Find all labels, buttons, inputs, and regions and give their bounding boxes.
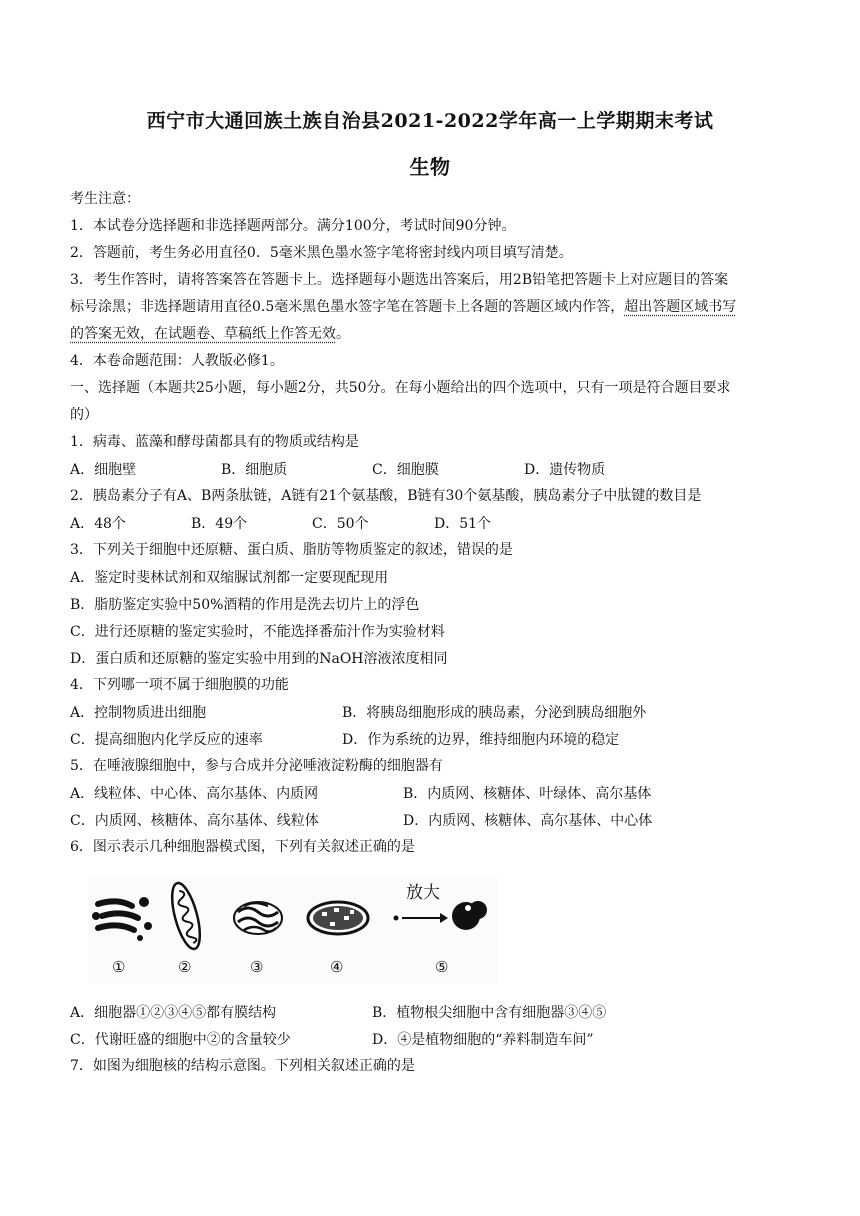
question-1-option-d: D．遗传物质 — [524, 462, 606, 478]
question-4-option-b: B．将胰岛细胞形成的胰岛素，分泌到胰岛细胞外 — [342, 705, 647, 721]
question-4-option-d: D．作为系统的边界，维持细胞内环境的稳定 — [342, 732, 620, 748]
notice-item-1: 1．本试卷分选择题和非选择题两部分。满分100分，考试时间90分钟。 — [70, 218, 516, 234]
emphasis-text: 的答案无效，在试题卷、草稿纸上作答无效 — [70, 326, 336, 342]
question-6-option-a: A．细胞器①②③④⑤都有膜结构 — [70, 1005, 277, 1021]
notice-item-4: 4．本卷命题范围：人教版必修1。 — [70, 353, 284, 369]
question-5-option-b: B．内质网、核糖体、叶绿体、高尔基体 — [403, 786, 652, 802]
question-3-option-a: A．鉴定时斐林试剂和双缩脲试剂都一定要现配现用 — [70, 570, 389, 586]
notice-item-3-line-2 — [70, 297, 736, 317]
endoplasmic-reticulum-icon — [234, 902, 282, 934]
question-1-option-a: A．细胞壁 — [70, 462, 137, 478]
notice-heading: 考生注意： — [70, 191, 140, 207]
figure-label-3: ③ — [250, 958, 264, 976]
figure-label-1: ① — [112, 958, 126, 976]
question-3-option-d: D．蛋白质和还原糖的鉴定实验中用到的NaOH溶液浓度相同 — [70, 651, 448, 667]
chloroplast-icon — [308, 902, 368, 934]
notice-item-3-line-2-text: 标号涂黑；非选择题请用直径0.5毫米黑色墨水签字笔在答题卡上各题的答题区域内作答， — [70, 299, 625, 315]
question-2-option-d: D．51个 — [434, 516, 492, 532]
figure-label-5: ⑤ — [435, 958, 449, 976]
notice-item-3-line-1: 3．考生作答时，请将答案答在答题卡上。选择题每小题选出答案后，用2B铅笔把答题卡上对应题目的答案 — [70, 272, 729, 288]
question-5-option-a: A．线粒体、中心体、高尔基体、内质网 — [70, 786, 319, 802]
question-4-option-c: C．提高细胞内化学反应的速率 — [70, 732, 263, 748]
figure-label-4: ④ — [330, 958, 344, 976]
question-3-option-b: B．脂肪鉴定实验中50%酒精的作用是洗去切片上的浮色 — [70, 597, 420, 613]
organelle-figure — [88, 876, 498, 984]
question-4-stem: 4．下列哪一项不属于细胞膜的功能 — [70, 677, 289, 693]
question-2-option-c: C．50个 — [312, 516, 369, 532]
question-2-stem: 2．胰岛素分子有A、B两条肽链，A链有21个氨基酸，B链有30个氨基酸，胰岛素分子中肽键的数目是 — [70, 488, 702, 504]
question-6-option-c: C．代谢旺盛的细胞中②的含量较少 — [70, 1032, 291, 1048]
question-1-option-c: C．细胞膜 — [372, 462, 439, 478]
section-1-instructions: 一、选择题（本题共25小题，每小题2分，共50分。在每小题给出的四个选项中，只有一项是符合题目要求 — [70, 380, 731, 396]
magnify-label: 放大 — [406, 883, 440, 903]
question-2-option-b: B．49个 — [191, 516, 248, 532]
ribosome-icon — [394, 901, 488, 930]
question-6-stem: 6．图示表示几种细胞器模式图，下列有关叙述正确的是 — [70, 839, 415, 855]
golgi-apparatus-icon — [92, 897, 152, 941]
section-1-instructions-cont: 的） — [70, 407, 98, 423]
question-3-stem: 3．下列关于细胞中还原糖、蛋白质、脂肪等物质鉴定的叙述，错误的是 — [70, 542, 513, 558]
subject-title: 生物 — [409, 155, 451, 179]
question-7-stem: 7．如图为细胞核的结构示意图。下列相关叙述正确的是 — [70, 1058, 415, 1074]
question-1-stem: 1．病毒、蓝藻和酵母菌都具有的物质或结构是 — [70, 434, 359, 450]
question-5-stem: 5．在唾液腺细胞中，参与合成并分泌唾液淀粉酶的细胞器有 — [70, 758, 443, 774]
mitochondrion-icon — [167, 880, 206, 951]
emphasis-text: 超出答题区域书写 — [624, 299, 737, 315]
notice-item-3-line-3 — [70, 324, 350, 344]
question-1-option-b: B．细胞质 — [221, 462, 288, 478]
notice-item-2: 2．答题前，考生务必用直径0．5毫米黑色墨水签字笔将密封线内项目填写清楚。 — [70, 245, 573, 261]
question-6-option-d: D．④是植物细胞的“养料制造车间” — [372, 1032, 594, 1048]
exam-title: 西宁市大通回族土族自治县2021-2022学年高一上学期期末考试 — [146, 110, 714, 132]
question-6-option-b: B．植物根尖细胞中含有细胞器③④⑤ — [372, 1005, 607, 1021]
question-5-option-c: C．内质网、核糖体、高尔基体、线粒体 — [70, 813, 319, 829]
question-3-option-c: C．进行还原糖的鉴定实验时，不能选择番茄汁作为实验材料 — [70, 624, 445, 640]
figure-label-2: ② — [178, 958, 192, 976]
notice-item-3-line-3-end: 。 — [336, 326, 350, 342]
question-5-option-d: D．内质网、核糖体、高尔基体、中心体 — [403, 813, 653, 829]
question-4-option-a: A．控制物质进出细胞 — [70, 705, 207, 721]
question-2-option-a: A．48个 — [70, 516, 126, 532]
